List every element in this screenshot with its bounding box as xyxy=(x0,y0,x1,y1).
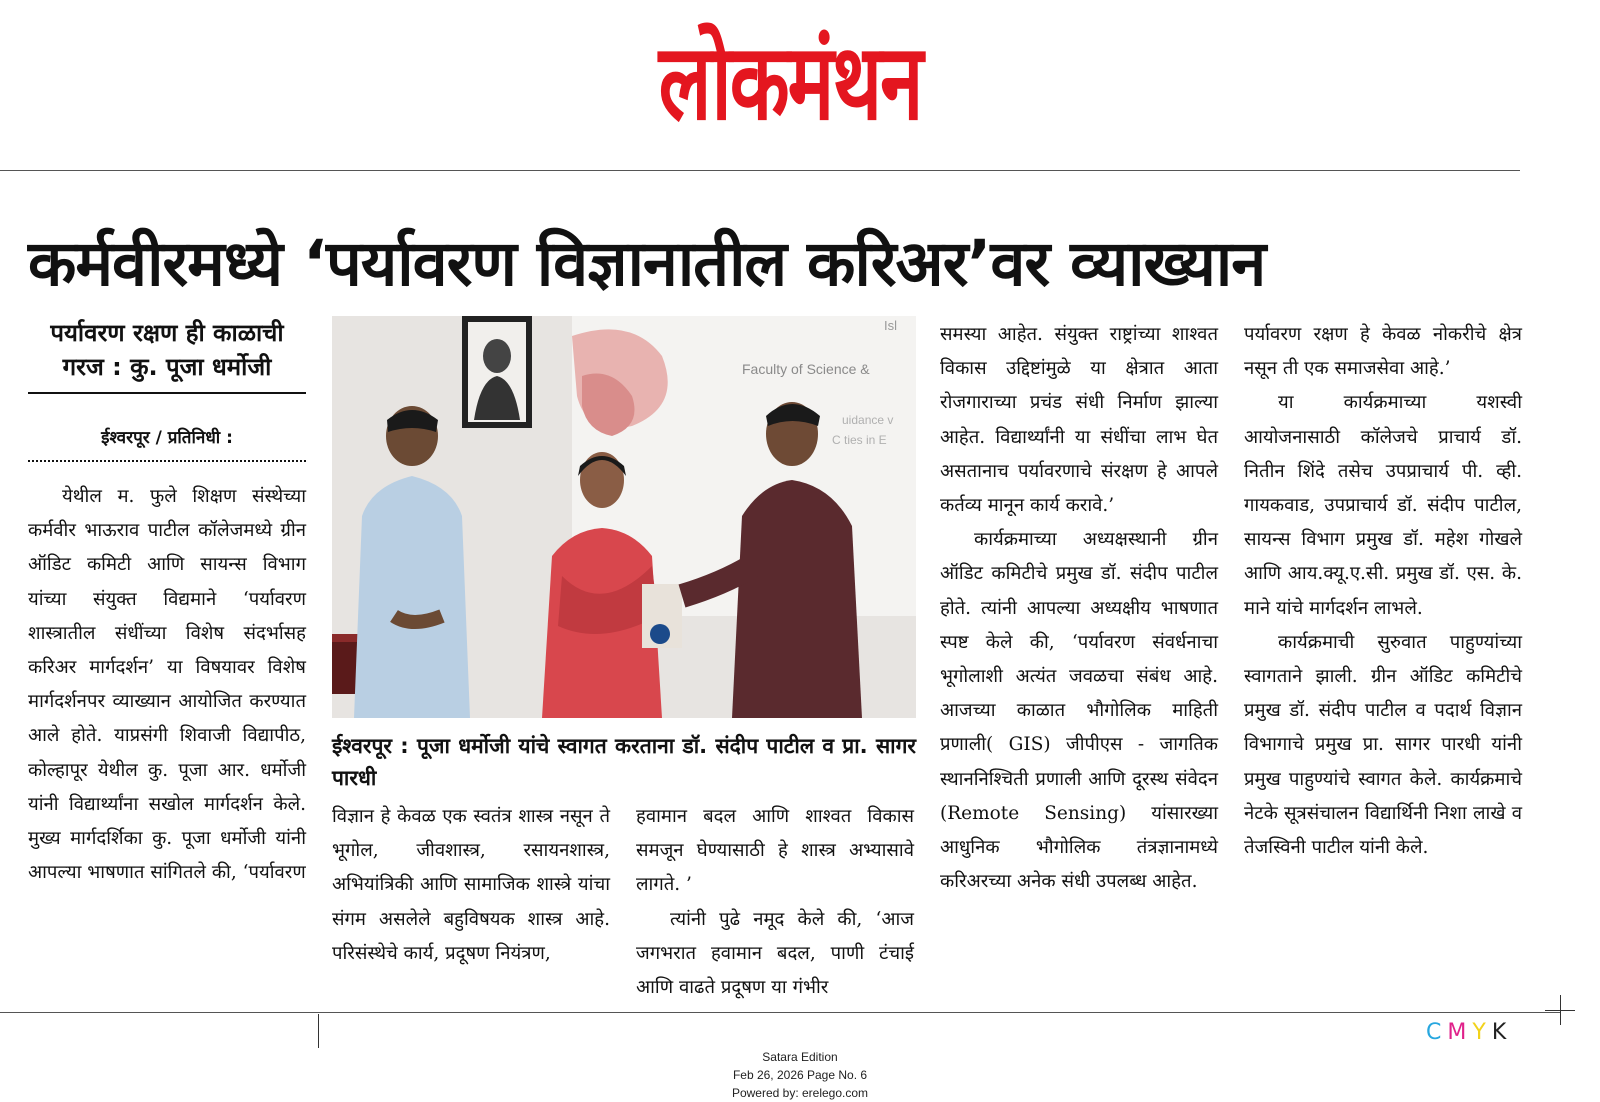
powered-by-label: Powered by: erelego.com xyxy=(731,1086,869,1100)
masthead xyxy=(0,0,1600,170)
edition-label: Satara Edition xyxy=(762,1050,838,1064)
cmyk-c: C xyxy=(1426,1020,1448,1045)
dateline-dotted-rule xyxy=(28,460,306,462)
banner-text-1: Isl xyxy=(884,318,897,333)
banner-text-4: C ties in E xyxy=(832,433,887,447)
paragraph: हवामान बदल आणि शाश्वत विकास समजून घेण्यासाठी हे शास्त्र अभ्यासावे लागते. ’ xyxy=(636,806,914,896)
article-column-5 xyxy=(1244,318,1522,865)
article-headline: कर्मवीरमध्ये ‘पर्यावरण विज्ञानातील करिअर’वर व्याख्यान xyxy=(28,227,1266,300)
cmyk-k: K xyxy=(1491,1020,1513,1045)
paragraph: कार्यक्रमाच्या अध्यक्षस्थानी ग्रीन ऑडिट कमिटीचे प्रमुख डॉ. संदीप पाटील होते. त्यांनी आपल्या अध्यक्षीय भाषणात स्पष्ट केले की, ‘पर्यावरण संवर्धनाचा भूगोलाशी अत्यंत जवळचा संबंध आहे. आजच्या काळात भौगोलिक माहिती प्रणाली( GIS) जीपीएस - जागतिक स्थाननिश्चिती प्रणाली आणि दूरस्थ संवेदन (Remote Sensing) यांसारख्या आधुनिक भौगोलिक तंत्रज्ञानामध्ये करिअरच्या अनेक संधी उपलब्ध आहेत. xyxy=(940,529,1218,893)
page-bottom-rule xyxy=(0,1012,1560,1013)
cmyk-y: Y xyxy=(1472,1020,1492,1045)
banner-text-2: Faculty of Science & xyxy=(742,361,870,377)
paragraph: त्यांनी पुढे नमूद केले की, ‘आज जगभरात हवामान बदल, पाणी टंचाई आणि वाढते प्रदूषण या गंभीर xyxy=(636,908,914,999)
column-tick-mark xyxy=(318,1014,319,1048)
cmyk-m: M xyxy=(1447,1020,1473,1045)
dateline: ईश्वरपूर / प्रतिनिधी : xyxy=(101,428,233,448)
date-page-label: Feb 26, 2026 Page No. 6 xyxy=(732,1068,868,1082)
article-column-3 xyxy=(636,800,914,1005)
subheadline-line1: पर्यावरण रक्षण ही काळाची xyxy=(50,319,284,347)
paragraph: येथील म. फुले शिक्षण संस्थेच्या कर्मवीर भाऊराव पाटील कॉलेजमध्ये ग्रीन ऑडिट कमिटी आणि सायन्स विभाग यांच्या संयुक्त विद्यमाने ‘पर्यावरण शास्त्रातील संधींच्या विशेष संदर्भासह करिअर मार्गदर्शन’ या विषयावर विशेष मार्गदर्शनपर व्याख्यान आयोजित करण्यात आले होते. याप्रसंगी शिवाजी विद्यापीठ, कोल्हापूर येथील कु. पूजा आर. धर्मोजी यांनी विद्यार्थ्यांना सखोल मार्गदर्शन केले. मुख्य मार्गदर्शिका कु. पूजा धर्मोजी यांनी आपल्या भाषणात सांगितले की, ‘पर्यावरण xyxy=(28,486,306,884)
article-subheadline xyxy=(28,316,306,384)
paragraph: कार्यक्रमाची सुरुवात पाहुण्यांच्या स्वागताने झाली. ग्रीन ऑडिट कमिटीचे प्रमुख डॉ. संदीप पाटील व पदार्थ विज्ञान विभागाचे प्रमुख प्रा. सागर पारधी यांनी प्रमुख पाहुण्यांचे स्वागत केले. कार्यक्रमाचे नेटके सूत्रसंचालन विद्यार्थिनी निशा लाखे व तेजस्विनी पाटील यांनी केले. xyxy=(1244,631,1522,859)
paragraph: या कार्यक्रमाच्या यशस्वी आयोजनासाठी कॉलेजचे प्राचार्य डॉ. नितीन शिंदे तसेच उपप्राचार्य पी. व्ही. गायकवाड, उपप्राचार्य डॉ. संदीप पाटील, सायन्स विभाग प्रमुख डॉ. महेश गोखले आणि आय.क्यू.ए.सी. प्रमुख डॉ. एस. के. माने यांचे मार्गदर्शन लाभले. xyxy=(1244,392,1522,619)
paragraph: समस्या आहेत. संयुक्त राष्ट्रांच्या शाश्वत विकास उद्दिष्टांमुळे या क्षेत्रात आता रोजगाराच्या प्रचंड संधी निर्माण झाल्या आहेत. विद्यार्थ्यांनी या संधींचा लाभ घेत असतानाच पर्यावरणाचे संरक्षण हे आपले कर्तव्य मानून कार्य करावे.’ xyxy=(940,324,1218,517)
newspaper-logo: लोकमंथन xyxy=(658,22,922,145)
article-photo xyxy=(332,316,916,718)
masthead-rule xyxy=(0,170,1520,171)
paragraph: पर्यावरण रक्षण हे केवळ नोकरीचे क्षेत्र नसून ती एक समाजसेवा आहे.’ xyxy=(1244,324,1522,380)
event-photo-illustration xyxy=(332,316,916,718)
cmyk-registration-mark xyxy=(1426,1020,1512,1045)
subheadline-rule xyxy=(28,392,306,394)
photo-caption: ईश्वरपूर : पूजा धर्मोजी यांचे स्वागत करताना डॉ. संदीप पाटील व प्रा. सागर पारधी xyxy=(332,734,916,790)
article-column-2 xyxy=(332,800,610,971)
crop-mark-icon-vertical xyxy=(1560,995,1561,1025)
page-footer xyxy=(650,1048,950,1102)
banner-text-3: uidance v xyxy=(842,413,894,427)
paragraph: विज्ञान हे केवळ एक स्वतंत्र शास्त्र नसून ते भूगोल, जीवशास्त्र, रसायनशास्त्र, अभियांत्रिकी आणि सामाजिक शास्त्रे यांचा संगम असलेले बहुविषयक शास्त्र आहे. परिसंस्थेचे कार्य, प्रदूषण नियंत्रण, xyxy=(332,806,610,964)
article-column-4 xyxy=(940,318,1218,899)
article-column-1 xyxy=(28,480,306,890)
subheadline-line2: गरज : कु. पूजा धर्मोजी xyxy=(62,353,272,381)
